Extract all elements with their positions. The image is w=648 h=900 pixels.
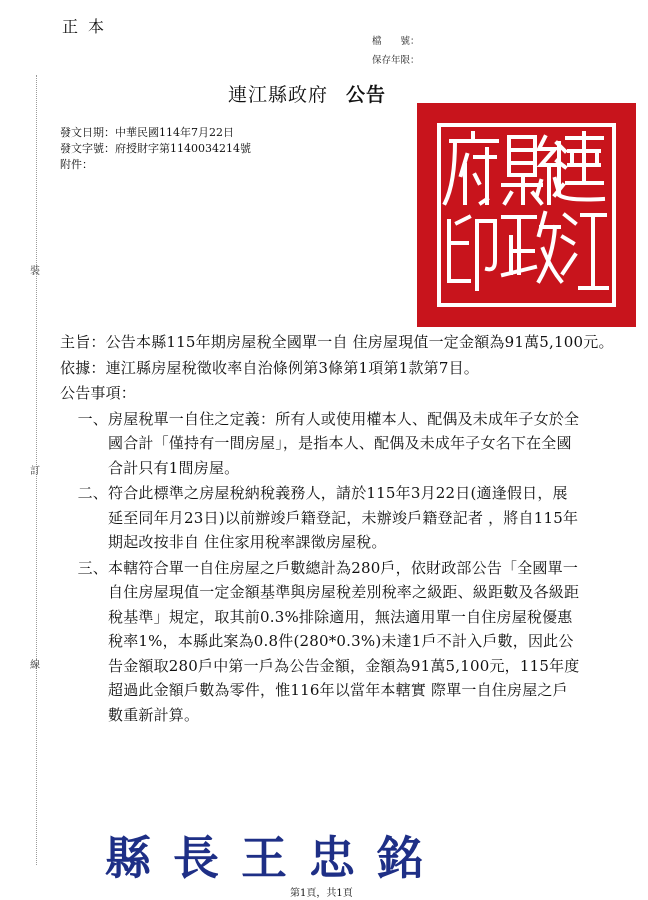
page-number: 第1頁，共1頁 <box>290 888 353 899</box>
binding-mark-ding: 訂 <box>30 466 40 477</box>
file-number-label: 檔 號： <box>372 36 420 47</box>
item-text: 房屋稅單一自住之定義：所有人或使用權本人、配偶及未成年子女於全國合計「僅持有一間房屋」，是指本人、配偶及未成年子女名下在全國合計只有1間房屋。 <box>108 409 580 477</box>
attachment-label: 附件： <box>60 158 93 171</box>
issue-date: 發文日期：中華民國114年7月22日 <box>60 126 234 139</box>
binding-mark-zhuang: 裝 <box>30 266 40 277</box>
magistrate-signature: 縣長王忠銘 <box>105 831 445 885</box>
item-number: 二、 <box>77 484 108 502</box>
basis-paragraph <box>60 356 620 381</box>
subject-label: 主旨： <box>60 333 106 351</box>
items-heading: 公告事項： <box>60 384 137 402</box>
official-seal-stamp <box>417 103 636 327</box>
issuer-name: 連江縣政府 <box>228 84 329 106</box>
basis-label: 依據： <box>60 358 106 377</box>
document-title <box>228 80 386 107</box>
item-text: 本轄符合單一自住房屋之戶數總計為280戶，依財政部公告「全國單一自住房屋現值一定金額基準與房屋稅差別稅率之級距、級距數及各級距稅基準」規定，取其前0.3%排除適用，無法適用單一自住房屋稅優惠稅率1%，本縣此案為0.8件(280*0.3%)未達1戶不計入戶數，因此公告金額取280戶中第一戶為公告金額，金額為91萬5,100元，115年度超過此金額戶數為零件，惟116年以當年本轄實 際單一自住房屋之戶數重新計算。 <box>108 558 580 724</box>
notice-item <box>60 407 620 481</box>
retention-period-label: 保存年限： <box>372 55 420 66</box>
binding-mark-xian: 線 <box>30 660 40 671</box>
item-number: 一、 <box>77 409 108 428</box>
notice-item <box>60 556 620 728</box>
subject-text: 公告本縣115年期房屋稅全國單一自 住房屋現值一定金額為91萬5,100元。 <box>105 333 614 351</box>
item-number: 三、 <box>77 558 108 577</box>
notice-body <box>60 330 620 727</box>
subject-paragraph <box>60 330 620 355</box>
document-number: 發文字號：府授財字第1140034214號 <box>60 142 251 155</box>
item-text: 符合此標準之房屋稅納稅義務人，請於115年3月22日(適逢假日，展延至同年月23日)以前辦竣戶籍登記，未辦竣戶籍登記者 ，將自115年期起改按非自 住住家用稅率課徵房屋稅。 <box>108 484 579 551</box>
copy-type-label: 正本 <box>62 17 115 36</box>
notice-item <box>60 481 620 555</box>
basis-text: 連江縣房屋稅徵收率自治條例第3條第1項第1款第7目。 <box>105 358 479 377</box>
document-type: 公告 <box>346 84 387 106</box>
